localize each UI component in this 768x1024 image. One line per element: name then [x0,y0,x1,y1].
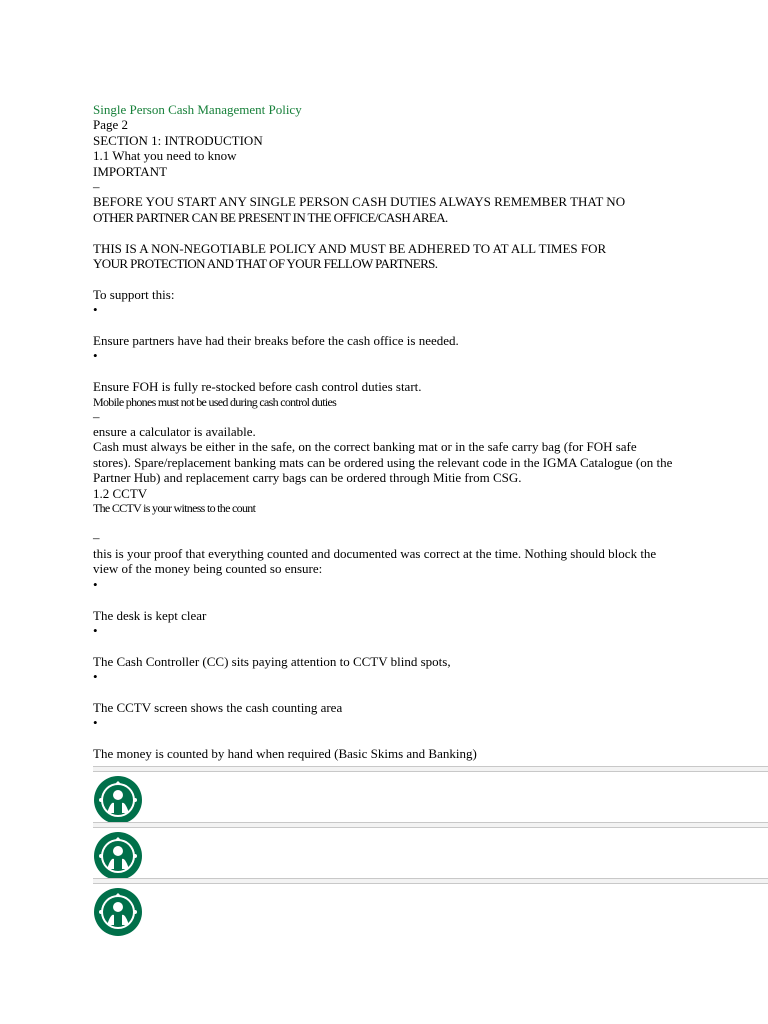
starbucks-logo-icon [93,775,143,825]
subsection-heading: 1.1 What you need to know [93,148,237,164]
dash: – [93,408,100,424]
support-intro: To support this: [93,286,175,302]
subsection-heading: 1.2 CCTV [93,485,148,501]
proof-paragraph: this is your proof that everything counted and documented was correct at the time. Nothing should block the view of the money being counted so ensure: [93,545,657,577]
logo-row [0,878,768,934]
divider [93,822,768,828]
logo-rows [0,766,768,934]
bullet-point: • [93,348,98,364]
divider [93,766,768,772]
list-item: Ensure partners have had their breaks before the cash office is needed. [93,333,459,349]
page-number: Page 2 [93,117,129,133]
warning-line: BEFORE YOU START ANY SINGLE PERSON CASH DUTIES ALWAYS REMEMBER THAT NO [93,194,626,210]
warning-line: OTHER PARTNER CAN BE PRESENT IN THE OFFICE/CASH AREA. [93,209,448,225]
policy-line: YOUR PROTECTION AND THAT OF YOUR FELLOW PARTNERS. [93,256,438,272]
list-item: The CCTV screen shows the cash counting area [93,699,343,715]
document-body [93,102,693,762]
cash-paragraph: Cash must always be either in the safe, on the correct banking mat or in the safe carry bag (for FOH safe stores). Spare/replacement banking mats can be ordered using the relevant code in the IGMA Catalogue (on the Partner Hub) and replacement carry bags can be ordered through Mitie from CSG. [93,439,673,486]
important-label: IMPORTANT [93,163,168,179]
bullet-point: • [93,576,98,592]
divider [93,878,768,884]
calculator-note: ensure a calculator is available. [93,424,256,440]
logo-row [0,766,768,822]
section-heading: SECTION 1: INTRODUCTION [93,132,263,148]
logo-row [0,822,768,878]
starbucks-logo-icon [93,887,143,937]
bullet-point: • [93,669,98,685]
starbucks-logo-icon [93,831,143,881]
bullet-point: • [93,715,98,731]
cctv-witness: The CCTV is your witness to the count [93,501,256,516]
dash: – [93,530,100,546]
bullet-point: • [93,622,98,638]
mobile-note: Mobile phones must not be used during cash control duties [93,394,337,409]
policy-line: THIS IS A NON-NEGOTIABLE POLICY AND MUST BE ADHERED TO AT ALL TIMES FOR [93,240,607,256]
list-item: Ensure FOH is fully re-stocked before cash control duties start. [93,379,422,395]
list-item: The money is counted by hand when required (Basic Skims and Banking) [93,746,477,762]
list-item: The desk is kept clear [93,607,207,623]
dash: – [93,179,100,195]
bullet-point: • [93,302,98,318]
list-item: The Cash Controller (CC) sits paying attention to CCTV blind spots, [93,653,451,669]
document-title: Single Person Cash Management Policy [93,102,302,117]
